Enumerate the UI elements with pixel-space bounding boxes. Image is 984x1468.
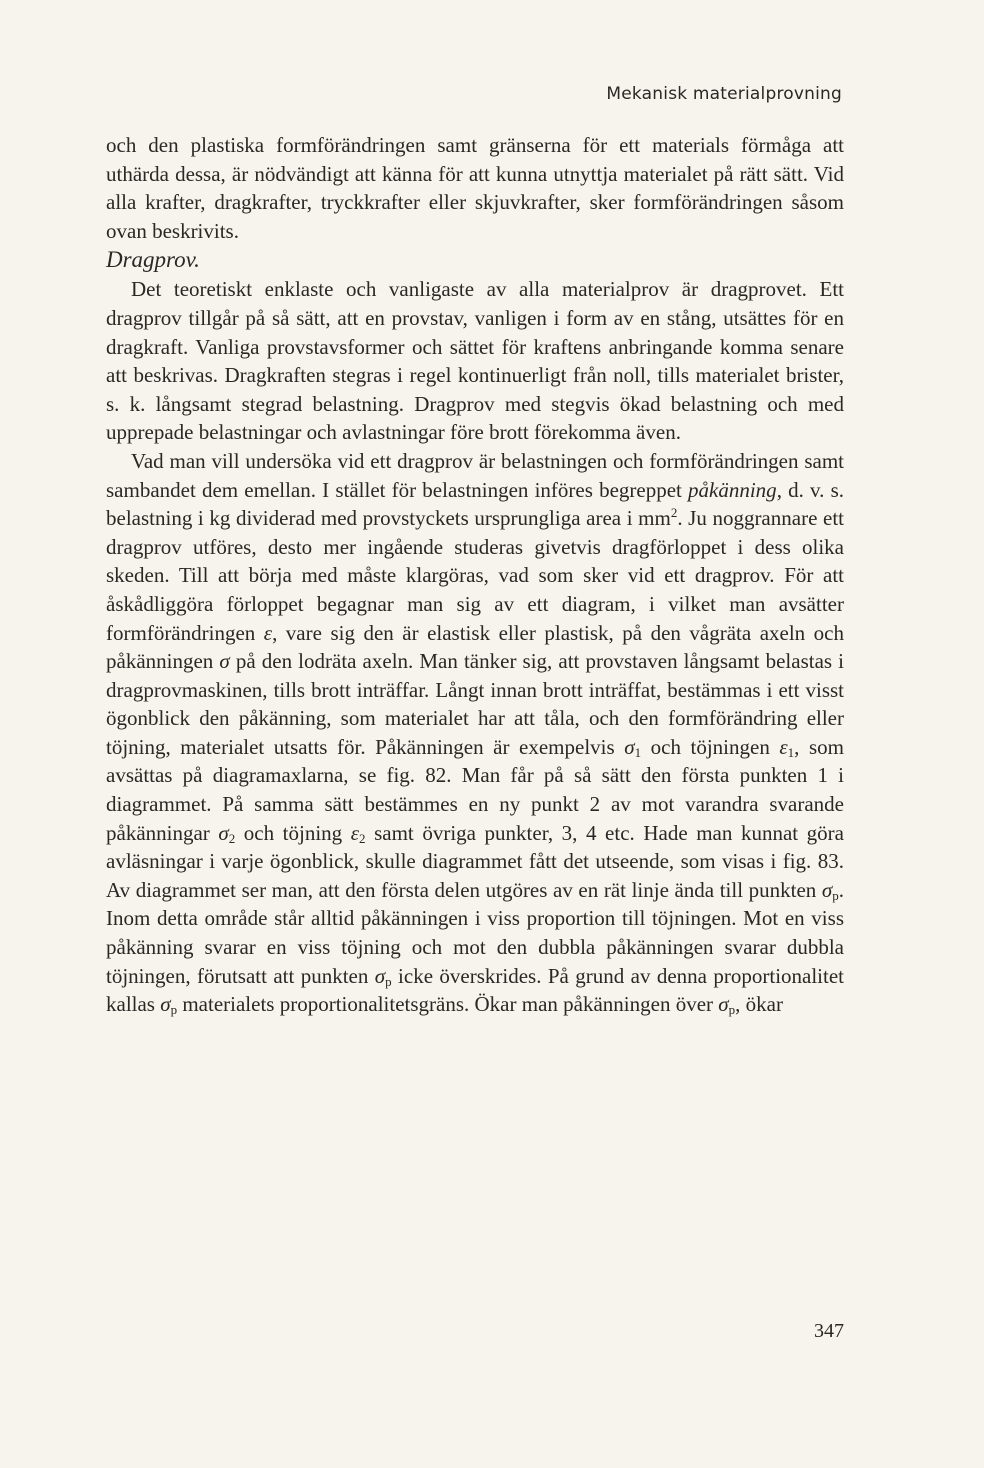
- text-run: , som avsättas på diagramaxlarna, se fig. 82. Man får på så sätt den första punkten 1 i diagrammet. På samma sätt bestämmes en ny punkt 2 av mot varandra svarande påkänningar: [106, 734, 844, 845]
- running-header: Mekanisk materialprovning: [606, 84, 842, 104]
- subscript-2: 2: [359, 830, 366, 846]
- text-run: , d. v. s. belastning i kg dividerad med provstyckets ursprungliga area i mm: [106, 477, 844, 531]
- paragraph-dragprov: Det teoretiskt enklaste och vanligaste av alla materialprov är dragprovet. Ett dragprov tillgår på så sätt, att en provstav, vanligen i form av en stång, utsättes för en dragkraft. Vanliga provstavsformer och sättet för kraftens anbringande komma senare att beskrivas. Dragkraften stegras i regel kontinuerligt från noll, tills materialet brister, s. k. långsamt stegrad belastning. Dragprov med stegvis ökad belastning och med upprepade belastningar och avlastningar före brott förekomma även.: [106, 277, 844, 445]
- text-run: . Ju noggrannare ett dragprov utföres, desto mer ingående studeras givetvis dragförloppet i dess olika skeden. Till att börja med måste klargöras, vad som sker vid ett dragprov. För att åskådliggöra förloppet begagnar man sig av ett diagram, i vilket man avsätter formförändringen: [106, 506, 844, 645]
- sigma-symbol: σ: [624, 734, 635, 759]
- page-body: [106, 131, 844, 1019]
- text-run: och töjningen: [641, 734, 780, 759]
- text-run: Vad man vill undersöka vid ett dragprov är belastningen och formförändringen samt sambandet dem emellan. I stället för belastningen införes begreppet: [106, 448, 844, 502]
- section-heading: Dragprov.: [106, 247, 200, 273]
- text-run: och töjning: [235, 820, 351, 845]
- subscript-p: p: [170, 1002, 178, 1018]
- superscript-2: 2: [670, 505, 678, 521]
- epsilon-symbol: ε: [263, 620, 273, 645]
- text-run: , vare sig den är elastisk eller plastisk, på den vågräta axeln och påkänningen: [106, 620, 845, 674]
- text-run: , ökar: [735, 992, 783, 1017]
- subscript-1: 1: [787, 744, 795, 760]
- text-run: samt övriga punkter, 3, 4 etc. Hade man kunnat göra avläsningar i varje ögonblick, skulle diagrammet fått det utseende, som visas i fig. 83. Av diagrammet ser man, att den första delen utgöres av en rät linje ända till punkten: [106, 820, 844, 902]
- epsilon-symbol: ε: [779, 734, 788, 759]
- page-number: 347: [814, 1320, 844, 1342]
- sigma-symbol: σ: [718, 992, 729, 1017]
- sigma-symbol: σ: [160, 992, 171, 1017]
- subscript-p: p: [832, 887, 839, 903]
- sigma-symbol: σ: [218, 820, 229, 845]
- intro-paragraph: och den plastiska formförändringen samt gränserna för ett materials förmåga att uthärda dessa, är nödvändigt att känna för att kunna utnyttja materialet på rätt sätt. Vid alla krafter, dragkrafter, tryckkrafter eller skjuvkrafter, sker formförändringen såsom ovan beskrivits.: [106, 133, 844, 243]
- term-pakanning: påkänning: [688, 477, 777, 502]
- subscript-p: p: [385, 973, 392, 989]
- paragraph-undersokning: [106, 447, 844, 1019]
- sigma-symbol: σ: [374, 963, 386, 988]
- epsilon-symbol: ε: [350, 820, 360, 845]
- text-run: materialets proportionalitetsgräns. Ökar man påkänningen över: [177, 992, 719, 1017]
- text-run: på den lodräta axeln. Man tänker sig, att provstaven långsamt belastas i dragprovmaskinen, tills brott inträffar. Långt innan brott inträffat, bestämmas i ett visst ögonblick den påkänning, som materialet har att tåla, och den formförändring eller töjning, materialet utsatts för. Påkänningen är exempelvis: [106, 649, 844, 759]
- sigma-symbol: σ: [219, 649, 230, 674]
- text-run: icke överskrides. På grund av denna proportionalitet kallas: [106, 963, 845, 1017]
- text-run: . Inom detta område står alltid påkänningen i viss proportion till töjningen. Mot en viss påkänning svarar en viss töjning och mot den dubbla påkänningen svarar dubbla töjningen, förutsatt att punkten: [106, 877, 844, 988]
- sigma-symbol: σ: [821, 877, 833, 902]
- subscript-p: p: [728, 1002, 736, 1018]
- subscript-1: 1: [634, 744, 642, 760]
- subscript-2: 2: [228, 830, 236, 846]
